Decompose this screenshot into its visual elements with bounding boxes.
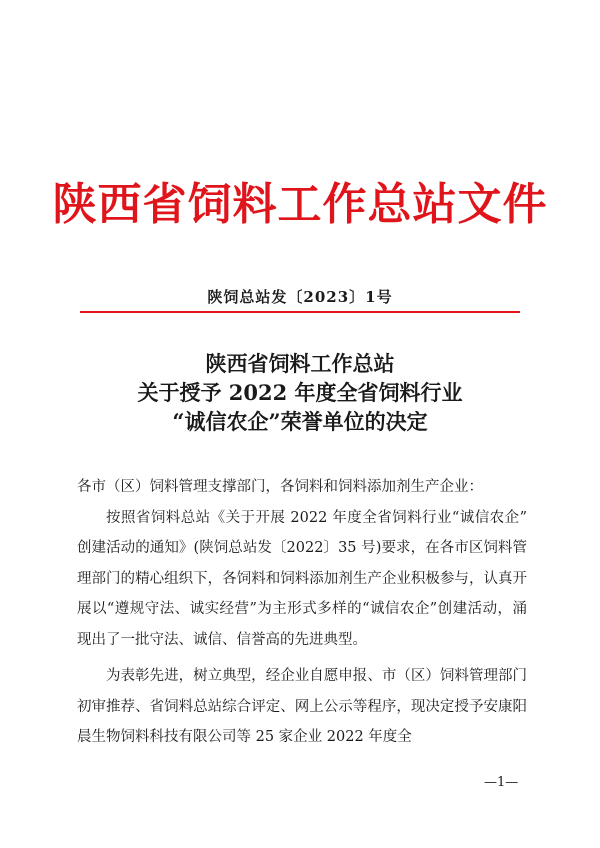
title-line-1: 陕西省饲料工作总站 bbox=[205, 351, 395, 376]
title-line-2: 关于授予 2022 年度全省饲料行业 bbox=[137, 380, 463, 405]
salutation: 各市（区）饲料管理支撑部门，各饲料和饲料添加剂生产企业： bbox=[77, 479, 483, 495]
page-number: —1— bbox=[484, 775, 519, 790]
red-divider-rule bbox=[80, 311, 520, 313]
issuer-heading: 陕西省饲料工作总站文件 bbox=[52, 179, 548, 230]
document-number: 陕饲总站发〔2023〕1号 bbox=[207, 288, 393, 306]
title-line-3: “诚信农企”荣誉单位的决定 bbox=[172, 409, 428, 434]
document-title bbox=[0, 349, 600, 436]
body-paragraph-1: 按照省饲料总站《关于开展 2022 年度全省饲料行业“诚信农企” 创建活动的通知》(陕饲总站发〔2022〕35 号)要求，在各市区饲料管理部门的精心组织下，各饲料和饲料添加剂生产企业积极参与，认真开展以“遵规守法、诚实经营”为主形式多样的“诚信农企”创建活动，涌现出了一批守法、诚信、信誉高的先进典型。 bbox=[77, 509, 527, 648]
body-paragraph-2: 为表彰先进，树立典型，经企业自愿申报、市（区）饲料管理部门初审推荐、省饲料总站综合评定、网上公示等程序，现决定授予安康阳晨生物饲料科技有限公司等 25 家企业 2022 年度全 bbox=[77, 668, 527, 745]
document-body bbox=[77, 472, 527, 753]
